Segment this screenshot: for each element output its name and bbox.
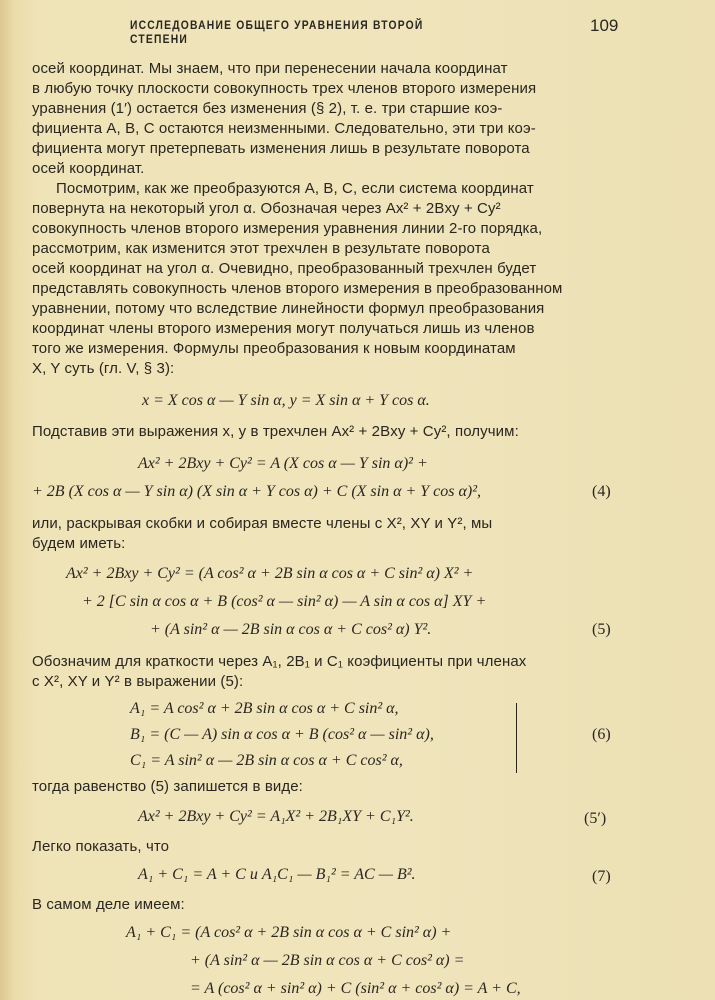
equation-5-line2: + 2 [C sin α cos α + B (cos² α — sin² α) — A sin α cos α] XY +: [82, 593, 487, 610]
equation-rotation: x = X cos α — Y sin α, y = X sin α + Y cos α.: [142, 392, 430, 409]
text-line: с X², XY и Y² в выражении (5):: [32, 673, 244, 690]
text-line: осей координат. Мы знаем, что при перенесении начала координат: [32, 60, 508, 77]
right-brace: [508, 703, 517, 773]
proof-line3: = A (cos² α + sin² α) + C (sin² α + cos² α) = A + C,: [190, 980, 521, 997]
text-line: уравнения (1′) остается без изменения (§ 2), т. е. три старшие коэ-: [32, 100, 503, 117]
text-line: фициента могут претерпевать изменения лишь в результате поворота: [32, 140, 530, 157]
text-line: X, Y суть (гл. V, § 3):: [32, 360, 175, 377]
text-line: повернута на некоторый угол α. Обозначая через Ax² + 2Bxy + Cy²: [32, 200, 501, 217]
text-line: совокупность членов второго измерения уравнения линии 2-го порядка,: [32, 220, 543, 237]
text-line: будем иметь:: [32, 535, 126, 552]
text-line: осей координат.: [32, 160, 145, 177]
equation-number: (4): [592, 483, 611, 500]
text-line: представлять совокупность членов второго измерения в преобразованном: [32, 280, 563, 297]
text-line: в любую точку плоскости совокупность трех членов второго измерения: [32, 80, 537, 97]
equation-5-line3: + (A sin² α — 2B sin α cos α + C cos² α) Y².: [150, 621, 432, 638]
text-line: В самом деле имеем:: [32, 896, 185, 913]
equation-4-line1: Ax² + 2Bxy + Cy² = A (X cos α — Y sin α)² +: [138, 455, 428, 472]
text-line: или, раскрывая скобки и собирая вместе члены с X², XY и Y², мы: [32, 515, 493, 532]
text-line: того же измерения. Формулы преобразования к новым координатам: [32, 340, 516, 357]
equation-7: A₁ + C₁ = A + C и A₁C₁ — B₁² = AC — B².: [138, 866, 416, 883]
equation-6-line3: C₁ = A sin² α — 2B sin α cos α + C cos² α,: [130, 752, 403, 769]
equation-6-line1: A₁ = A cos² α + 2B sin α cos α + C sin² α,: [130, 700, 399, 717]
equation-4-line2: + 2B (X cos α — Y sin α) (X sin α + Y cos α) + C (X sin α + Y cos α)²,: [32, 483, 482, 500]
text-line: Обозначим для краткости через A₁, 2B₁ и C₁ коэфициенты при членах: [32, 653, 527, 670]
text-line: фициента A, B, C остаются неизменными. Следовательно, эти три коэ-: [32, 120, 536, 137]
page-number: 109: [590, 16, 619, 35]
equation-number: (5′): [584, 810, 607, 827]
equation-6-line2: B₁ = (C — A) sin α cos α + B (cos² α — sin² α),: [130, 726, 434, 743]
equation-number: (7): [592, 868, 611, 885]
text-line: координат члены второго измерения могут получаться лишь из членов: [32, 320, 535, 337]
equation-5-line1: Ax² + 2Bxy + Cy² = (A cos² α + 2B sin α cos α + C sin² α) X² +: [66, 565, 474, 582]
equation-number: (5): [592, 621, 611, 638]
text-line: Подставив эти выражения x, y в трехчлен Ax² + 2Bxy + Cy², получим:: [32, 423, 519, 440]
text-line: Легко показать, что: [32, 838, 170, 855]
proof-line1: A₁ + C₁ = (A cos² α + 2B sin α cos α + C sin² α) +: [126, 924, 452, 941]
text-line: осей координат на угол α. Очевидно, преобразованный трехчлен будет: [32, 260, 537, 277]
equation-number: (6): [592, 726, 611, 743]
text-line: уравнении, потому что вследствие линейности формул преобразования: [32, 300, 545, 317]
text-line: Посмотрим, как же преобразуются A, B, C, если система координат: [56, 180, 534, 197]
text-line: рассмотрим, как изменится этот трехчлен в результате поворота: [32, 240, 490, 257]
running-title: ИССЛЕДОВАНИЕ ОБЩЕГО УРАВНЕНИЯ ВТОРОЙ СТЕПЕНИ: [130, 18, 424, 46]
equation-5prime: Ax² + 2Bxy + Cy² = A₁X² + 2B₁XY + C₁Y².: [138, 808, 414, 825]
text-line: тогда равенство (5) запишется в виде:: [32, 778, 303, 795]
proof-line2: + (A sin² α — 2B sin α cos α + C cos² α) =: [190, 952, 465, 969]
